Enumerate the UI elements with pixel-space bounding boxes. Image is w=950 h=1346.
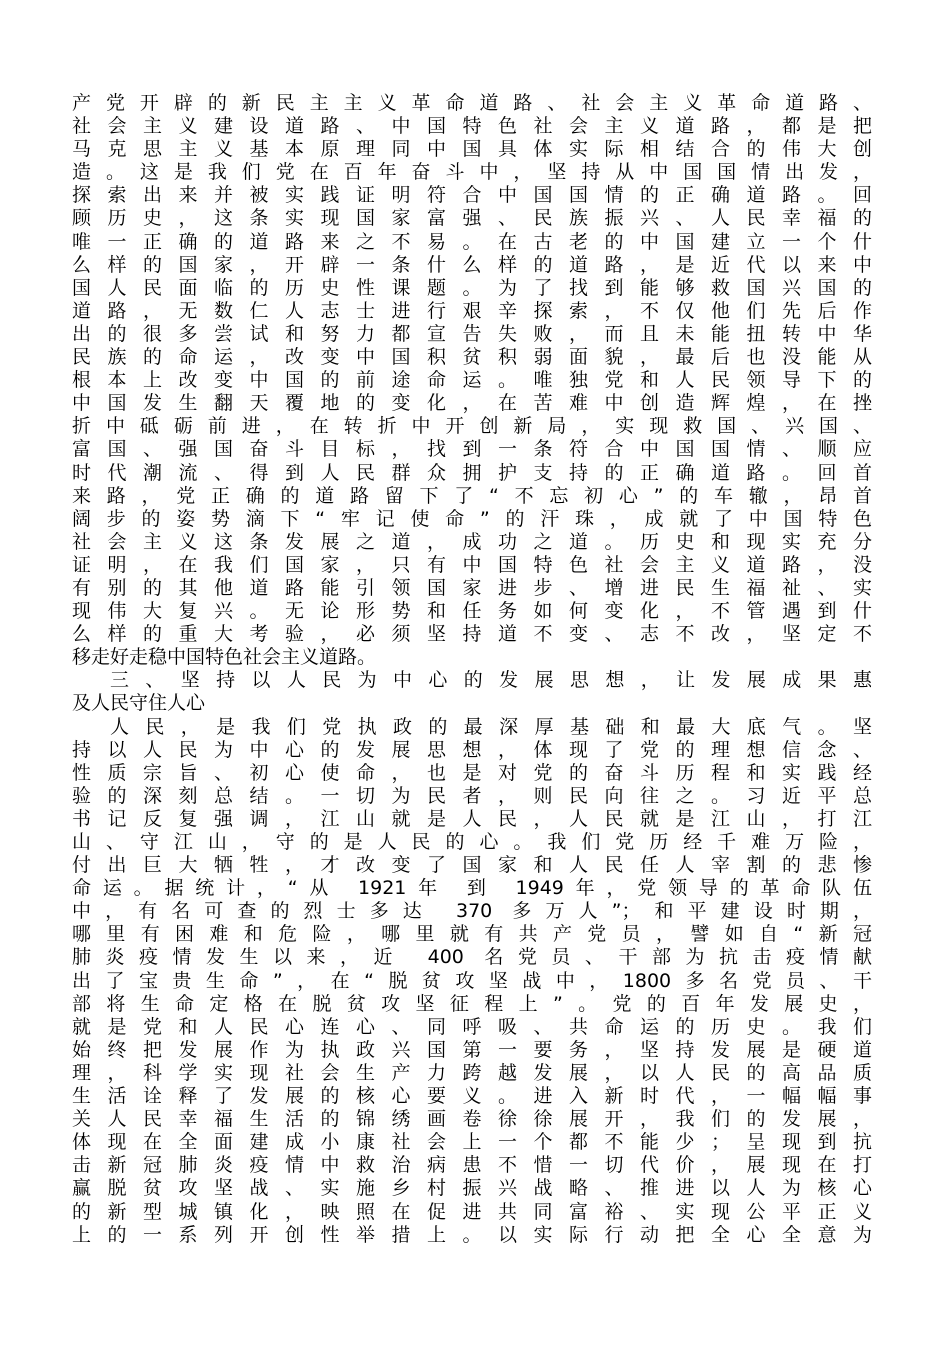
text-line: 移走好走稳中国特色社会主义道路。 xyxy=(72,646,377,669)
text-line: 赢脱贫攻坚战、实施乡村振兴战略、推进以人为核心 xyxy=(72,1177,872,1200)
text-line: 的新型城镇化，映照在促进共同富裕、实现公平正义 xyxy=(72,1200,872,1223)
text-line: 始终把发展作为执政兴国第一要务，坚持发展是硬道 xyxy=(72,1038,872,1061)
text-line: 验的深刻总结。一切为民者，则民向往之。习近平总 xyxy=(72,784,872,807)
text-line: 唯一正确的道路来之不易。在古老的中国建立一个什 xyxy=(72,230,872,253)
text-line: 体现在全面建成小康社会上一个都不能少；呈现到抗 xyxy=(72,1131,872,1154)
text-line: 击新冠肺炎疫情中救治病患不惜一切代价，展现在打 xyxy=(72,1154,872,1177)
text-line: 现伟大复兴。无论形势和任务如何变化，不管遇到什 xyxy=(72,600,872,623)
text-line: 中国发生翻天覆地的变化，在苦难中创造辉煌，在挫 xyxy=(72,392,872,415)
text-line: 来路，党正确的道路留下了“不忘初心”的车辙，昂首 xyxy=(72,484,872,507)
text-line: 产党开辟的新民主主义革命道路、社会主义革命道路、 xyxy=(72,92,872,114)
text-line: 马克思主义基本原理同中国具体实际相结合的伟大创 xyxy=(72,138,872,161)
text-line: 证明，在我们国家，只有中国特色社会主义道路，没 xyxy=(72,553,872,576)
text-line: 探索出来并被实践证明符合中国国情的正确道路。回 xyxy=(72,184,872,207)
text-line: 阔步的姿势滴下“牢记使命”的汗珠，成就了中国特色 xyxy=(72,507,872,530)
text-line: 人民，是我们党执政的最深厚基础和最大底气。坚 xyxy=(110,715,872,738)
text-line: 理，科学实现社会生产力跨越发展，以人民的高品质 xyxy=(72,1061,872,1084)
text-line: 肺炎疫情发生以来，近 400 名党员、干部为抗击疫情献 xyxy=(72,946,872,969)
text-line: 有别的其他道路能引领国家进步、增进民生福祉、实 xyxy=(72,576,872,599)
text-line: 富国、强国奋斗目标，找到一条符合中国国情、顺应 xyxy=(72,438,872,461)
text-line: 社会主义这条发展之道，成功之道。历史和现实充分 xyxy=(72,530,872,553)
text-line: 道路，无数仁人志士进行艰辛探索，不仅他们先后作 xyxy=(72,299,872,322)
text-line: 部将生命定格在脱贫攻坚征程上”。党的百年发展史， xyxy=(72,992,872,1015)
text-line: 顾历史，这条实现国家富强、民族振兴、人民幸福的 xyxy=(72,207,872,230)
text-line: 中，有名可查的烈士多达 370 多万人”；和平建设时期， xyxy=(72,900,872,923)
text-line: 关人民幸福生活的锦绣画卷徐徐展开，我们的发展， xyxy=(72,1108,872,1131)
text-line: 社会主义建设道路、中国特色社会主义道路，都是把 xyxy=(72,115,872,138)
text-line: 出了宝贵生命”，在“脱贫攻坚战中，1800多名党员、干 xyxy=(72,969,872,992)
text-line: 出的很多尝试和努力都宣告失败，而且未能扭转中华 xyxy=(72,322,872,345)
text-line: 国人民面临的历史性课题。为了找到能够救国兴国的 xyxy=(72,276,872,299)
text-line: 就是党和人民心连心、同呼吸、共命运的历史。我们 xyxy=(72,1015,872,1038)
text-line: 么样的重大考验，必须坚持道不变、志不改，坚定不 xyxy=(72,623,872,646)
text-line: 时代潮流、得到人民群众拥护支持的正确道路。回首 xyxy=(72,461,872,484)
section-heading-line: 三、坚持以人民为中心的发展思想，让发展成果惠 xyxy=(110,669,872,692)
document-text-body xyxy=(72,92,872,1247)
text-line: 山、守江山，守的是人民的心。我们党历经千难万险， xyxy=(72,831,872,853)
text-line: 上的一系列开创性举措上。以实际行动把全心全意为 xyxy=(72,1223,872,1246)
text-line: 民族的命运，改变中国积贫积弱面貌，最后也没能从 xyxy=(72,346,872,369)
section-heading-line: 及人民守住人心 xyxy=(72,692,206,715)
text-line: 哪里有困难和危险，哪里就有共产党员，譬如自“新冠 xyxy=(72,923,872,946)
text-line: 造。这是我们党在百年奋斗中，坚持从中国国情出发， xyxy=(72,161,872,184)
text-line: 付出巨大牺牲，才改变了国家和人民任人宰割的悲惨 xyxy=(72,854,872,877)
text-line: 生活诠释了发展的核心要义。进入新时代，一幅幅事 xyxy=(72,1085,872,1108)
text-line: 持以人民为中心的发展思想，体现了党的理想信念、 xyxy=(72,738,872,761)
text-line: 根本上改变中国的前途命运。唯独党和人民领导下的 xyxy=(72,369,872,392)
text-line: 书记反复强调，江山就是人民，人民就是江山，打江 xyxy=(72,807,872,830)
text-line: 折中砥砺前进，在转折中开创新局，实现救国、兴国、 xyxy=(72,415,872,438)
text-line: 么样的国家，开辟一条什么样的道路，是近代以来中 xyxy=(72,253,872,276)
text-line: 性质宗旨、初心使命，也是对党的奋斗历程和实践经 xyxy=(72,761,872,784)
text-line: 命运。据统计，“从 1921年 到 1949年，党领导的革命队伍 xyxy=(72,877,872,900)
